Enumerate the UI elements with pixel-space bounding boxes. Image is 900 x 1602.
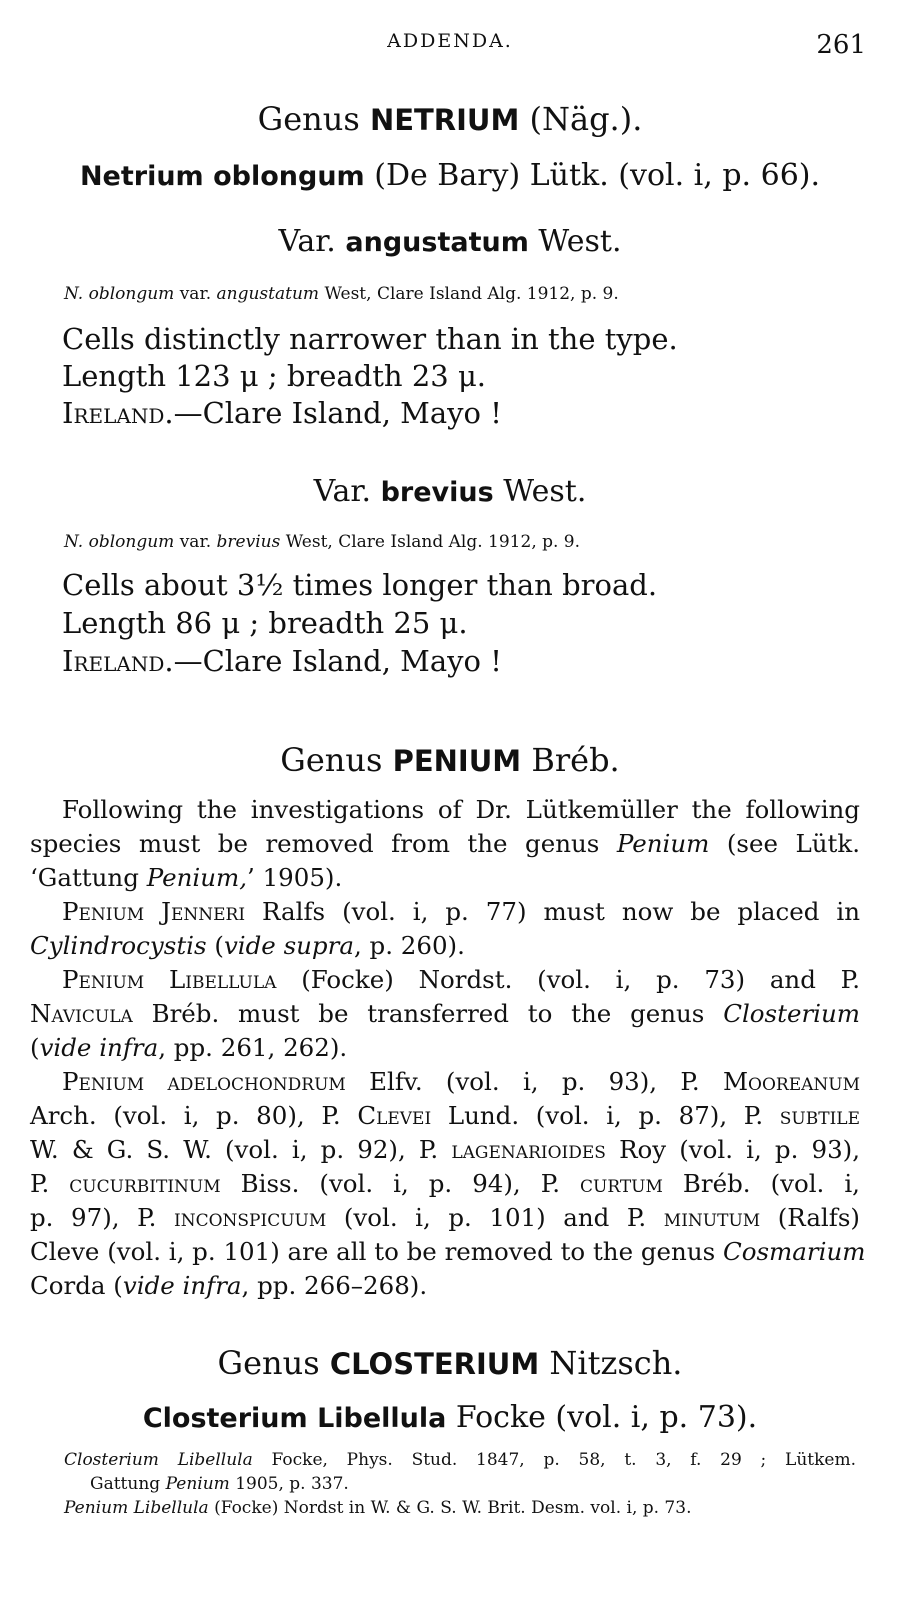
page-number: 261: [816, 30, 866, 60]
paragraph-line: Penium adelochondrum Elfv. (vol. i, p. 93), P. Mooreanum: [62, 1067, 861, 1096]
running-head: ADDENDA.: [387, 30, 513, 52]
citation-line: Gattung Penium 1905, p. 337.: [90, 1474, 349, 1494]
paragraph-line: Penium Jenneri Ralfs (vol. i, p. 77) must now be placed in: [62, 897, 860, 926]
measurement-line: Length 123 μ ; breadth 23 μ.: [62, 359, 487, 393]
measurement-line: Length 86 μ ; breadth 25 μ.: [62, 606, 468, 640]
locality-line: Ireland.—Clare Island, Mayo !: [62, 396, 502, 430]
citation-brevius: N. oblongum var. brevius West, Clare Island Alg. 1912, p. 9.: [64, 532, 581, 552]
genus-heading-penium: Genus PENIUM Bréb.: [280, 741, 620, 779]
paragraph-line: P. cucurbitinum Biss. (vol. i, p. 94), P. curtum Bréb. (vol. i,: [30, 1169, 860, 1198]
paragraph-line: Cylindrocystis (vide supra, p. 260).: [30, 931, 465, 960]
genus-heading-netrium: Genus NETRIUM (Näg.).: [257, 100, 643, 138]
species-heading-closterium-libellula: Closterium Libellula Focke (vol. i, p. 73).: [142, 1400, 758, 1435]
paragraph-line: Navicula Bréb. must be transferred to the genus Closterium: [30, 999, 861, 1028]
citation-line: Closterium Libellula Focke, Phys. Stud. 1847, p. 58, t. 3, f. 29 ; Lütkem.: [64, 1450, 856, 1470]
paragraph-line: (vide infra, pp. 261, 262).: [30, 1033, 348, 1062]
variety-heading-brevius: Var. brevius West.: [313, 474, 587, 509]
description-line: Cells distinctly narrower than in the type.: [62, 322, 678, 356]
paragraph-line: Arch. (vol. i, p. 80), P. Clevei Lund. (vol. i, p. 87), P. subtile: [30, 1101, 860, 1130]
citation-angustatum: N. oblongum var. angustatum West, Clare Island Alg. 1912, p. 9.: [64, 284, 619, 304]
paragraph-line: Cleve (vol. i, p. 101) are all to be removed to the genus Cosmarium: [30, 1237, 866, 1266]
paragraph-line: Following the investigations of Dr. Lütkemüller the following: [62, 795, 860, 824]
paragraph-line: Penium Libellula (Focke) Nordst. (vol. i, p. 73) and P.: [62, 965, 860, 994]
variety-heading-angustatum: Var. angustatum West.: [278, 224, 622, 259]
citation-line: Penium Libellula (Focke) Nordst in W. & G. S. W. Brit. Desm. vol. i, p. 73.: [64, 1498, 692, 1518]
paragraph-line: Corda (vide infra, pp. 266–268).: [30, 1271, 428, 1300]
paragraph-line: W. & G. S. W. (vol. i, p. 92), P. lagenarioides Roy (vol. i, p. 93),: [30, 1135, 860, 1164]
paragraph-line: p. 97), P. inconspicuum (vol. i, p. 101) and P. minutum (Ralfs): [30, 1203, 860, 1232]
species-heading-netrium-oblongum: Netrium oblongum (De Bary) Lütk. (vol. i, p. 66).: [79, 158, 821, 193]
genus-heading-closterium: Genus CLOSTERIUM Nitzsch.: [217, 1344, 683, 1382]
description-line: Cells about 3½ times longer than broad.: [62, 568, 658, 602]
locality-line: Ireland.—Clare Island, Mayo !: [62, 644, 502, 678]
paragraph-line: ‘Gattung Penium,’ 1905).: [30, 863, 343, 892]
paragraph-line: species must be removed from the genus Penium (see Lütk.: [30, 829, 861, 858]
